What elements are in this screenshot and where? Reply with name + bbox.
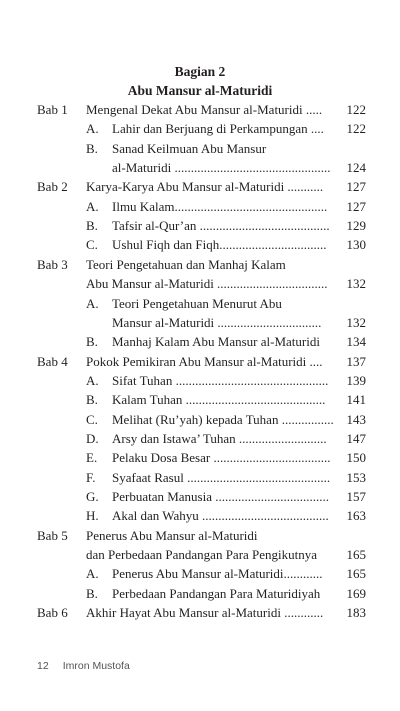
toc-row [0,429,400,449]
toc-row [0,390,400,410]
toc-page-number: 132 [346,314,366,330]
toc-entry-title: Perbuatan Manusia ................................... [112,489,330,504]
toc-entry-title: Pelaku Dosa Besar .................................... [112,450,331,466]
toc-row [0,216,400,236]
toc-page-number: 157 [346,489,366,504]
toc-entry-title: Teori Pengetahuan dan Manhaj Kalam [86,256,286,272]
toc-row [0,448,400,468]
toc-entry-title: Penerus Abu Mansur al-Maturidi [86,527,258,543]
toc-page-number: 141 [346,392,366,408]
toc-entry-title: Kalam Tuhan ........................................... [112,392,326,408]
toc-section-letter: B. [86,218,98,234]
toc-entry-title: Melihat (Ru’yah) kepada Tuhan ................ [112,411,334,427]
toc-chapter-label: Bab 5 [37,527,68,543]
footer-author: Imron Mustofa [62,660,130,672]
toc-entry-title: Akhir Hayat Abu Mansur al-Maturidi ............ [86,605,324,621]
toc-page-number: 127 [346,198,366,214]
toc-row [0,139,400,159]
toc-row [0,506,400,526]
toc-page-number: 132 [346,276,366,292]
toc-entry-title: Tafsir al-Qur’an ........................................ [112,218,330,234]
toc-page-number: 183 [346,605,366,621]
toc-entry-title: Perbedaan Pandangan Para Maturidiyah [112,585,321,601]
toc-section-letter: F. [86,469,96,485]
toc-row [0,255,400,275]
toc-row [0,235,400,255]
toc-chapter-label: Bab 4 [37,353,68,369]
page-footer [37,660,130,672]
toc-entry-title: Akal dan Wahyu ....................................... [112,508,329,524]
toc-page-number: 122 [346,121,366,137]
toc-row [0,332,400,352]
toc-entry-title: al-Maturidi ................................................ [112,160,331,176]
toc-entry-title: Sifat Tuhan ............................................... [112,372,329,388]
toc-entry-title: Arsy dan Istawa’ Tuhan ........................... [112,430,327,446]
toc-page-number: 143 [346,411,366,427]
toc-entry-title: Ilmu Kalam............................................... [112,198,328,214]
toc-row [0,119,400,139]
toc-chapter-label: Bab 1 [37,102,68,117]
toc-row [0,564,400,584]
toc-entry-title: Ushul Fiqh dan Fiqh................................. [112,237,327,253]
toc-page-number: 139 [346,372,366,388]
toc-page-number: 124 [346,160,366,176]
toc-row [0,352,400,372]
toc-page-number: 153 [346,469,366,485]
toc-row [0,197,400,217]
toc-chapter-label: Bab 2 [37,179,68,195]
toc-page-number: 165 [346,566,366,582]
toc-entry-title: Penerus Abu Mansur al-Maturidi............ [112,566,323,582]
toc-entry-title: Mansur al-Maturidi ................................ [112,314,322,330]
toc-row [0,177,400,197]
toc-row [0,313,400,333]
toc-page-number: 147 [346,430,366,446]
toc-row [0,584,400,604]
toc-section-letter: B. [86,140,98,156]
toc-row [0,294,400,314]
toc-section-letter: A. [86,566,99,582]
toc-row [0,545,400,565]
toc-entry-title: Manhaj Kalam Abu Mansur al-Maturidi [112,334,320,350]
part-subtitle: Abu Mansur al-Maturidi [127,83,273,98]
toc-page-number: 122 [346,102,366,117]
toc-section-letter: B. [86,392,98,408]
toc-page-number: 163 [346,508,366,524]
toc-page-number: 130 [346,237,366,253]
toc-entry-title: Mengenal Dekat Abu Mansur al-Maturidi ..... [86,102,323,117]
toc-chapter-label: Bab 6 [37,605,68,621]
toc-entry-title: Karya-Karya Abu Mansur al-Maturidi ........... [86,179,324,195]
toc-row [0,603,400,623]
toc-entry-title: dan Perbedaan Pandangan Para Pengikutnya [86,547,318,563]
toc-page-number: 169 [346,585,366,601]
toc-page-number: 129 [346,218,366,234]
toc-entry-title: Sanad Keilmuan Abu Mansur [112,140,267,156]
toc-section-letter: B. [86,585,98,601]
toc-section-letter: E. [86,450,98,466]
toc-row [0,371,400,391]
toc-section-letter: A. [86,198,99,214]
toc-row [0,100,400,120]
toc-section-letter: C. [86,237,98,253]
footer-page-number: 12 [37,660,49,672]
toc-section-letter: A. [86,121,99,137]
toc-section-letter: C. [86,411,98,427]
toc-row [0,468,400,488]
toc-entry-title: Pokok Pemikiran Abu Mansur al-Maturidi .... [86,353,323,369]
toc-entry-title: Teori Pengetahuan Menurut Abu [112,295,282,311]
toc-row [0,487,400,507]
toc-chapter-label: Bab 3 [37,256,68,272]
toc-page-number: 137 [346,353,366,369]
toc-entry-title: Abu Mansur al-Maturidi .................................. [86,276,328,292]
toc-section-letter: A. [86,295,99,311]
toc-section-letter: D. [86,430,99,446]
toc-section-letter: A. [86,372,99,388]
toc-row [0,158,400,178]
toc-page-number: 127 [346,179,366,195]
toc-section-letter: H. [86,508,99,524]
toc-entry-title: Lahir dan Berjuang di Perkampungan .... [112,121,324,137]
toc-page-number: 150 [346,450,366,466]
toc-page-number: 165 [346,547,366,563]
toc-section-letter: B. [86,334,98,350]
toc-row [0,526,400,546]
part-heading: Bagian 2 [174,64,226,79]
toc-row [0,274,400,294]
toc-page-number: 134 [346,334,366,350]
toc-row [0,410,400,430]
toc-section-letter: G. [86,489,99,504]
toc-entry-title: Syafaat Rasul ............................................ [112,469,331,485]
